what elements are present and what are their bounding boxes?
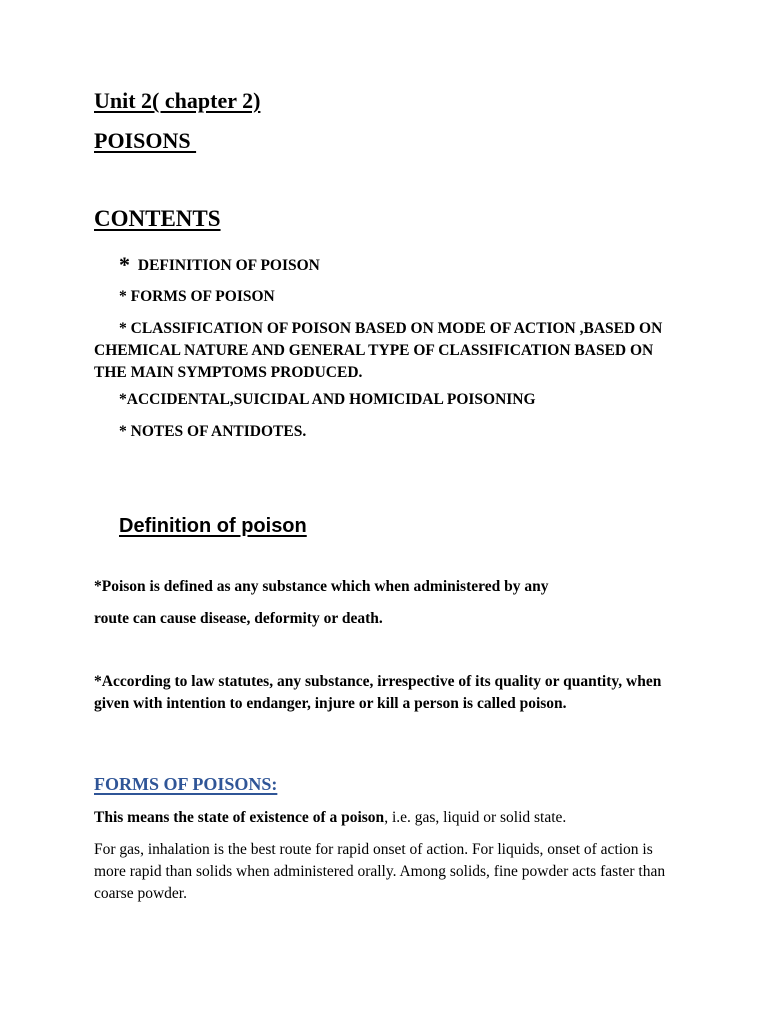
contents-item-classification: * CLASSIFICATION OF POISON BASED ON MODE OF ACTION ,BASED ON CHEMICAL NATURE AND GENERAL TYPE OF CLASSIFICATION BASED ON THE MAIN SYMPTOMS PRODUCED. [94,320,663,381]
contents-heading: CONTENTS [94,206,221,231]
definition-heading: Definition of poison [119,515,307,537]
unit-title: Unit 2( chapter 2) [94,88,261,113]
definition-paragraph-line1: *Poison is defined as any substance which when administered by any [94,578,549,595]
legal-definition-paragraph: *According to law statutes, any substance, irrespective of its quality or quantity, when given with intention to endanger, injure or kill a person is called poison. [94,673,662,712]
contents-item-forms: * FORMS OF POISON [119,288,275,305]
forms-heading: FORMS OF POISONS: [94,774,278,794]
forms-intro-bold: This means the state of existence of a poison [94,809,385,826]
contents-item-antidotes: * NOTES OF ANTIDOTES. [119,423,307,440]
forms-body: For gas, inhalation is the best route for rapid onset of action. For liquids, onset of action is more rapid than solids when administered orally. Among solids, fine powder acts faster than coarse powder. [94,841,666,902]
definition-paragraph-line2: route can cause disease, deformity or death. [94,610,383,627]
forms-intro [94,809,566,827]
contents-item-text: DEFINITION OF POISON [134,257,320,274]
contents-item-definition [119,250,320,276]
topic-title: POISONS [94,128,197,153]
bullet-star: * [119,252,130,277]
forms-intro-rest: , i.e. gas, liquid or solid state. [384,809,567,826]
contents-item-poisoning-types: *ACCIDENTAL,SUICIDAL AND HOMICIDAL POISONING [119,391,536,408]
